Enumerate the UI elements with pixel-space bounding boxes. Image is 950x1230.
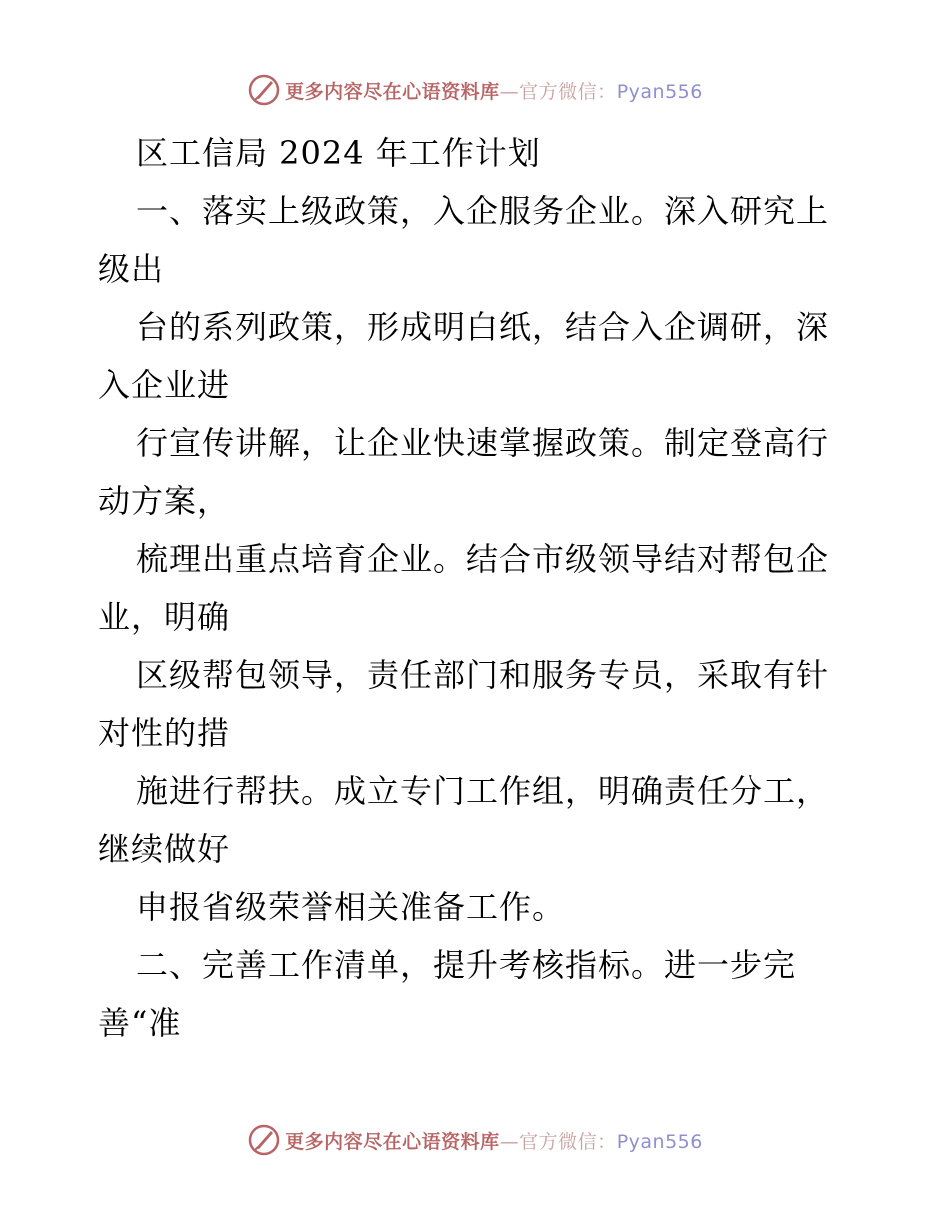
text-line: 善“准 <box>98 1004 182 1042</box>
text-line: 对性的措 <box>98 714 231 752</box>
text-line: 业，明确 <box>98 598 231 636</box>
text-line: 行宣传讲解，让企业快速掌握政策。制定登高行 <box>136 424 830 462</box>
text-line: 台的系列政策，形成明白纸，结合入企调研，深 <box>136 308 830 346</box>
watermark-text: 更多内容尽在心语资料库—官方微信：Pyan556 <box>285 80 703 103</box>
watermark-text: 更多内容尽在心语资料库—官方微信：Pyan556 <box>285 1130 703 1153</box>
quill-logo-icon <box>247 1123 281 1157</box>
text-line: 动方案， <box>98 482 231 520</box>
document-title: 区工信局 2024 年工作计划 <box>136 134 541 172</box>
quill-logo-icon <box>247 73 281 107</box>
text-line: 一、落实上级政策，入企服务企业。深入研究上 <box>136 192 830 230</box>
text-line: 级出 <box>98 250 165 288</box>
text-line: 施进行帮扶。成立专门工作组，明确责任分工， <box>136 772 830 810</box>
text-line: 区级帮包领导，责任部门和服务专员，采取有针 <box>136 656 830 694</box>
text-line: 梳理出重点培育企业。结合市级领导结对帮包企 <box>136 540 830 578</box>
text-line: 二、完善工作清单，提升考核指标。进一步完 <box>136 946 797 984</box>
text-line: 申报省级荣誉相关准备工作。 <box>136 888 566 926</box>
text-line: 继续做好 <box>98 830 231 868</box>
watermark-footer <box>0 1120 950 1160</box>
watermark-header <box>0 70 950 110</box>
text-line: 入企业进 <box>98 366 231 404</box>
document-body <box>98 124 858 1052</box>
